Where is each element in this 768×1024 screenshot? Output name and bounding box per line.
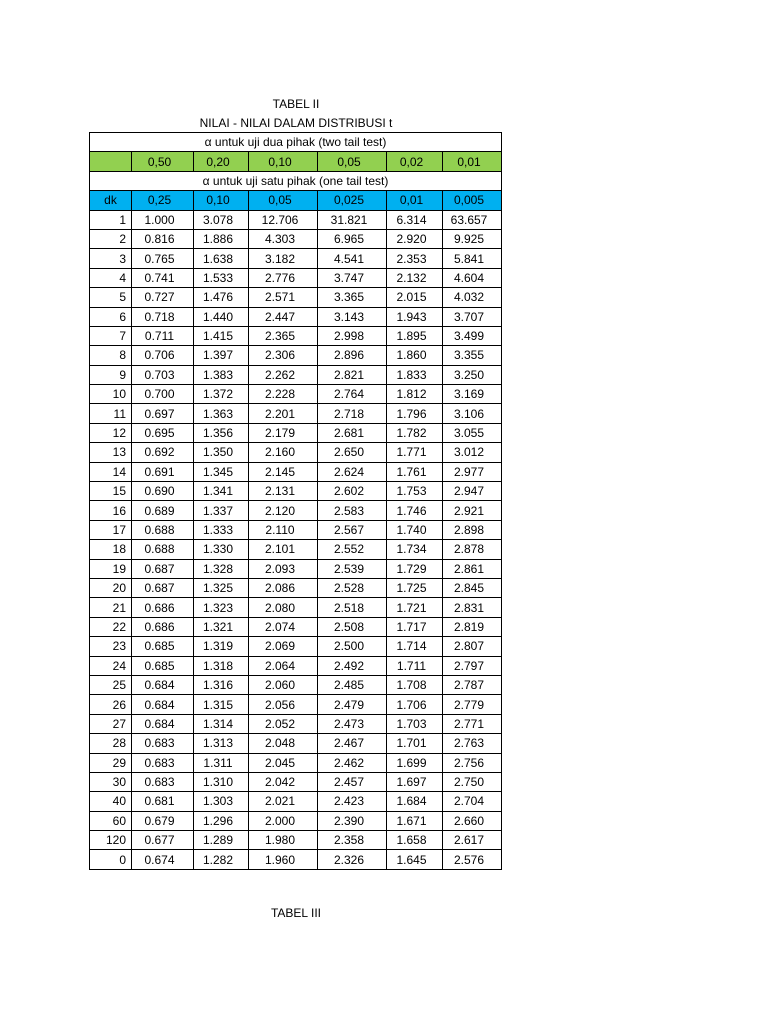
value-cell: 2.462 [318, 753, 387, 772]
value-cell: 2.576 [443, 850, 502, 869]
value-cell: 0.688 [132, 540, 194, 559]
dk-cell: 4 [90, 268, 132, 287]
value-cell: 3.707 [443, 307, 502, 326]
dk-cell: 30 [90, 772, 132, 791]
one-tail-alpha: 0,01 [387, 191, 443, 210]
value-cell: 2.045 [249, 753, 318, 772]
value-cell: 3.143 [318, 307, 387, 326]
dk-cell: 9 [90, 365, 132, 384]
value-cell: 4.604 [443, 268, 502, 287]
value-cell: 0.677 [132, 831, 194, 850]
value-cell: 0.692 [132, 443, 194, 462]
value-cell: 2.807 [443, 637, 502, 656]
value-cell: 2.365 [249, 326, 318, 345]
value-cell: 2.110 [249, 520, 318, 539]
table-row [90, 617, 502, 636]
one-tail-label: α untuk uji satu pihak (one tail test) [90, 171, 502, 190]
value-cell: 6.965 [318, 229, 387, 248]
value-cell: 0.683 [132, 734, 194, 753]
value-cell: 2.306 [249, 346, 318, 365]
dk-cell: 13 [90, 443, 132, 462]
next-table-title: TABEL III [270, 906, 321, 920]
value-cell: 0.687 [132, 578, 194, 597]
value-cell: 6.314 [387, 210, 443, 229]
dk-cell: 19 [90, 559, 132, 578]
value-cell: 0.683 [132, 772, 194, 791]
two-tail-label: α untuk uji dua pihak (two tail test) [90, 133, 502, 152]
value-cell: 1.282 [194, 850, 249, 869]
table-row [90, 482, 502, 501]
table-row [90, 443, 502, 462]
value-cell: 1.671 [387, 811, 443, 830]
value-cell: 2.819 [443, 617, 502, 636]
value-cell: 2.390 [318, 811, 387, 830]
dk-cell: 16 [90, 501, 132, 520]
value-cell: 0.741 [132, 268, 194, 287]
dk-cell: 14 [90, 462, 132, 481]
value-cell: 1.372 [194, 385, 249, 404]
value-cell: 2.681 [318, 423, 387, 442]
value-cell: 2.756 [443, 753, 502, 772]
dk-cell: 28 [90, 734, 132, 753]
dk-cell: 40 [90, 792, 132, 811]
dk-cell: 11 [90, 404, 132, 423]
value-cell: 1.725 [387, 578, 443, 597]
value-cell: 1.717 [387, 617, 443, 636]
value-cell: 2.179 [249, 423, 318, 442]
value-cell: 3.365 [318, 288, 387, 307]
value-cell: 2.861 [443, 559, 502, 578]
value-cell: 2.552 [318, 540, 387, 559]
value-cell: 1.645 [387, 850, 443, 869]
value-cell: 1.289 [194, 831, 249, 850]
two-tail-header-row [90, 133, 502, 152]
value-cell: 0.765 [132, 249, 194, 268]
dk-cell: 120 [90, 831, 132, 850]
two-tail-alpha: 0,10 [249, 152, 318, 171]
value-cell: 0.727 [132, 288, 194, 307]
table-row [90, 637, 502, 656]
one-tail-alpha: 0,05 [249, 191, 318, 210]
value-cell: 1.638 [194, 249, 249, 268]
value-cell: 1.714 [387, 637, 443, 656]
dk-cell: 3 [90, 249, 132, 268]
table-row [90, 792, 502, 811]
table-row [90, 346, 502, 365]
value-cell: 1.363 [194, 404, 249, 423]
value-cell: 1.328 [194, 559, 249, 578]
value-cell: 2.473 [318, 714, 387, 733]
value-cell: 1.721 [387, 598, 443, 617]
one-tail-alpha: 0,25 [132, 191, 194, 210]
dk-cell: 26 [90, 695, 132, 714]
value-cell: 2.718 [318, 404, 387, 423]
dk-cell: 29 [90, 753, 132, 772]
value-cell: 2.947 [443, 482, 502, 501]
table-row [90, 559, 502, 578]
value-cell: 2.000 [249, 811, 318, 830]
value-cell: 1.345 [194, 462, 249, 481]
table-row [90, 811, 502, 830]
table-row [90, 249, 502, 268]
value-cell: 3.078 [194, 210, 249, 229]
table-row [90, 695, 502, 714]
dk-cell: 15 [90, 482, 132, 501]
value-cell: 2.467 [318, 734, 387, 753]
value-cell: 2.060 [249, 675, 318, 694]
value-cell: 2.015 [387, 288, 443, 307]
value-cell: 1.314 [194, 714, 249, 733]
table-row [90, 210, 502, 229]
t-distribution-table [89, 132, 502, 870]
value-cell: 31.821 [318, 210, 387, 229]
table-row [90, 385, 502, 404]
value-cell: 1.895 [387, 326, 443, 345]
value-cell: 0.686 [132, 617, 194, 636]
value-cell: 4.541 [318, 249, 387, 268]
value-cell: 1.310 [194, 772, 249, 791]
value-cell: 2.602 [318, 482, 387, 501]
value-cell: 1.383 [194, 365, 249, 384]
value-cell: 2.831 [443, 598, 502, 617]
one-tail-alpha: 0,10 [194, 191, 249, 210]
value-cell: 2.056 [249, 695, 318, 714]
dk-cell: 12 [90, 423, 132, 442]
dk-cell: 10 [90, 385, 132, 404]
value-cell: 0.684 [132, 695, 194, 714]
value-cell: 1.000 [132, 210, 194, 229]
value-cell: 2.132 [387, 268, 443, 287]
value-cell: 0.684 [132, 714, 194, 733]
value-cell: 2.896 [318, 346, 387, 365]
dk-cell: 2 [90, 229, 132, 248]
value-cell: 2.042 [249, 772, 318, 791]
value-cell: 2.326 [318, 850, 387, 869]
value-cell: 2.797 [443, 656, 502, 675]
value-cell: 3.106 [443, 404, 502, 423]
value-cell: 2.160 [249, 443, 318, 462]
value-cell: 1.313 [194, 734, 249, 753]
dk-cell: 17 [90, 520, 132, 539]
value-cell: 3.355 [443, 346, 502, 365]
dk-cell: 25 [90, 675, 132, 694]
value-cell: 3.747 [318, 268, 387, 287]
two-tail-alpha: 0,01 [443, 152, 502, 171]
value-cell: 2.052 [249, 714, 318, 733]
value-cell: 3.012 [443, 443, 502, 462]
value-cell: 1.703 [387, 714, 443, 733]
table-row [90, 520, 502, 539]
value-cell: 2.650 [318, 443, 387, 462]
table-row [90, 423, 502, 442]
value-cell: 2.086 [249, 578, 318, 597]
value-cell: 1.729 [387, 559, 443, 578]
one-tail-alpha-row [90, 191, 502, 210]
value-cell: 1.697 [387, 772, 443, 791]
value-cell: 2.624 [318, 462, 387, 481]
value-cell: 2.878 [443, 540, 502, 559]
table-row [90, 462, 502, 481]
value-cell: 3.169 [443, 385, 502, 404]
value-cell: 1.886 [194, 229, 249, 248]
value-cell: 1.782 [387, 423, 443, 442]
value-cell: 0.706 [132, 346, 194, 365]
value-cell: 2.358 [318, 831, 387, 850]
value-cell: 2.528 [318, 578, 387, 597]
value-cell: 3.055 [443, 423, 502, 442]
value-cell: 2.080 [249, 598, 318, 617]
table-row [90, 540, 502, 559]
table-row [90, 656, 502, 675]
dk-cell: 7 [90, 326, 132, 345]
value-cell: 0.691 [132, 462, 194, 481]
one-tail-alpha: 0,005 [443, 191, 502, 210]
value-cell: 1.812 [387, 385, 443, 404]
value-cell: 0.690 [132, 482, 194, 501]
value-cell: 0.687 [132, 559, 194, 578]
value-cell: 2.201 [249, 404, 318, 423]
table-row [90, 268, 502, 287]
table-row [90, 578, 502, 597]
value-cell: 2.508 [318, 617, 387, 636]
value-cell: 2.539 [318, 559, 387, 578]
two-tail-alpha: 0,50 [132, 152, 194, 171]
one-tail-header-row [90, 171, 502, 190]
value-cell: 4.303 [249, 229, 318, 248]
value-cell: 63.657 [443, 210, 502, 229]
value-cell: 0.703 [132, 365, 194, 384]
value-cell: 0.700 [132, 385, 194, 404]
value-cell: 0.681 [132, 792, 194, 811]
value-cell: 0.689 [132, 501, 194, 520]
value-cell: 2.617 [443, 831, 502, 850]
value-cell: 2.069 [249, 637, 318, 656]
value-cell: 0.711 [132, 326, 194, 345]
table-row [90, 229, 502, 248]
value-cell: 1.533 [194, 268, 249, 287]
value-cell: 1.303 [194, 792, 249, 811]
value-cell: 0.674 [132, 850, 194, 869]
value-cell: 2.567 [318, 520, 387, 539]
two-tail-alpha: 0,20 [194, 152, 249, 171]
two-tail-alpha-row [90, 152, 502, 171]
dk-cell: 6 [90, 307, 132, 326]
value-cell: 3.499 [443, 326, 502, 345]
dk-header: dk [90, 191, 132, 210]
value-cell: 5.841 [443, 249, 502, 268]
value-cell: 1.397 [194, 346, 249, 365]
value-cell: 1.960 [249, 850, 318, 869]
value-cell: 2.423 [318, 792, 387, 811]
value-cell: 1.734 [387, 540, 443, 559]
value-cell: 2.447 [249, 307, 318, 326]
value-cell: 1.323 [194, 598, 249, 617]
value-cell: 2.064 [249, 656, 318, 675]
two-tail-alpha: 0,02 [387, 152, 443, 171]
value-cell: 1.711 [387, 656, 443, 675]
value-cell: 1.330 [194, 540, 249, 559]
value-cell: 1.415 [194, 326, 249, 345]
value-cell: 1.699 [387, 753, 443, 772]
table-row [90, 753, 502, 772]
value-cell: 2.101 [249, 540, 318, 559]
value-cell: 1.833 [387, 365, 443, 384]
value-cell: 1.321 [194, 617, 249, 636]
dk-cell: 18 [90, 540, 132, 559]
value-cell: 1.318 [194, 656, 249, 675]
dk-cell: 23 [90, 637, 132, 656]
value-cell: 4.032 [443, 288, 502, 307]
value-cell: 2.704 [443, 792, 502, 811]
value-cell: 0.816 [132, 229, 194, 248]
value-cell: 1.684 [387, 792, 443, 811]
value-cell: 2.479 [318, 695, 387, 714]
dk-cell: 22 [90, 617, 132, 636]
value-cell: 2.779 [443, 695, 502, 714]
value-cell: 1.356 [194, 423, 249, 442]
value-cell: 1.325 [194, 578, 249, 597]
value-cell: 1.701 [387, 734, 443, 753]
table-row [90, 365, 502, 384]
value-cell: 2.021 [249, 792, 318, 811]
table-row [90, 307, 502, 326]
value-cell: 1.333 [194, 520, 249, 539]
value-cell: 2.457 [318, 772, 387, 791]
table-title: TABEL II [272, 97, 320, 111]
value-cell: 0.683 [132, 753, 194, 772]
value-cell: 1.319 [194, 637, 249, 656]
value-cell: 1.311 [194, 753, 249, 772]
dk-cell: 8 [90, 346, 132, 365]
dk-cell: 5 [90, 288, 132, 307]
value-cell: 1.740 [387, 520, 443, 539]
value-cell: 2.998 [318, 326, 387, 345]
dk-cell: 0 [90, 850, 132, 869]
dk-cell: 60 [90, 811, 132, 830]
value-cell: 1.315 [194, 695, 249, 714]
value-cell: 1.658 [387, 831, 443, 850]
value-cell: 0.679 [132, 811, 194, 830]
value-cell: 2.750 [443, 772, 502, 791]
value-cell: 2.898 [443, 520, 502, 539]
value-cell: 3.182 [249, 249, 318, 268]
value-cell: 2.583 [318, 501, 387, 520]
value-cell: 1.296 [194, 811, 249, 830]
value-cell: 2.920 [387, 229, 443, 248]
value-cell: 2.660 [443, 811, 502, 830]
value-cell: 0.685 [132, 637, 194, 656]
table-row [90, 288, 502, 307]
value-cell: 2.787 [443, 675, 502, 694]
value-cell: 2.048 [249, 734, 318, 753]
value-cell: 0.684 [132, 675, 194, 694]
value-cell: 1.796 [387, 404, 443, 423]
value-cell: 2.120 [249, 501, 318, 520]
value-cell: 2.571 [249, 288, 318, 307]
value-cell: 1.746 [387, 501, 443, 520]
value-cell: 1.708 [387, 675, 443, 694]
value-cell: 2.262 [249, 365, 318, 384]
value-cell: 2.492 [318, 656, 387, 675]
value-cell: 0.686 [132, 598, 194, 617]
table-row [90, 734, 502, 753]
value-cell: 1.761 [387, 462, 443, 481]
value-cell: 1.341 [194, 482, 249, 501]
value-cell: 2.845 [443, 578, 502, 597]
value-cell: 2.228 [249, 385, 318, 404]
value-cell: 1.350 [194, 443, 249, 462]
value-cell: 2.764 [318, 385, 387, 404]
value-cell: 0.688 [132, 520, 194, 539]
table-row [90, 675, 502, 694]
value-cell: 0.718 [132, 307, 194, 326]
value-cell: 9.925 [443, 229, 502, 248]
dk-cell: 20 [90, 578, 132, 597]
value-cell: 2.771 [443, 714, 502, 733]
value-cell: 2.821 [318, 365, 387, 384]
value-cell: 1.440 [194, 307, 249, 326]
value-cell: 0.695 [132, 423, 194, 442]
value-cell: 2.093 [249, 559, 318, 578]
table-row [90, 501, 502, 520]
value-cell: 1.706 [387, 695, 443, 714]
value-cell: 2.921 [443, 501, 502, 520]
value-cell: 1.316 [194, 675, 249, 694]
value-cell: 2.074 [249, 617, 318, 636]
table-row [90, 714, 502, 733]
value-cell: 2.485 [318, 675, 387, 694]
table-row [90, 850, 502, 869]
value-cell: 1.476 [194, 288, 249, 307]
value-cell: 2.353 [387, 249, 443, 268]
value-cell: 2.977 [443, 462, 502, 481]
dk-cell: 27 [90, 714, 132, 733]
table-row [90, 831, 502, 850]
table-row [90, 404, 502, 423]
value-cell: 2.763 [443, 734, 502, 753]
value-cell: 2.500 [318, 637, 387, 656]
value-cell: 3.250 [443, 365, 502, 384]
two-tail-blank-cell [90, 152, 132, 171]
value-cell: 12.706 [249, 210, 318, 229]
dk-cell: 21 [90, 598, 132, 617]
table-row [90, 598, 502, 617]
dk-cell: 24 [90, 656, 132, 675]
value-cell: 1.980 [249, 831, 318, 850]
dk-cell: 1 [90, 210, 132, 229]
value-cell: 1.337 [194, 501, 249, 520]
value-cell: 1.753 [387, 482, 443, 501]
value-cell: 2.776 [249, 268, 318, 287]
value-cell: 1.860 [387, 346, 443, 365]
two-tail-alpha: 0,05 [318, 152, 387, 171]
value-cell: 0.697 [132, 404, 194, 423]
value-cell: 2.518 [318, 598, 387, 617]
one-tail-alpha: 0,025 [318, 191, 387, 210]
value-cell: 1.943 [387, 307, 443, 326]
table-row [90, 326, 502, 345]
table-subtitle: NILAI - NILAI DALAM DISTRIBUSI t [199, 116, 393, 130]
value-cell: 2.145 [249, 462, 318, 481]
table-row [90, 772, 502, 791]
value-cell: 2.131 [249, 482, 318, 501]
value-cell: 1.771 [387, 443, 443, 462]
value-cell: 0.685 [132, 656, 194, 675]
